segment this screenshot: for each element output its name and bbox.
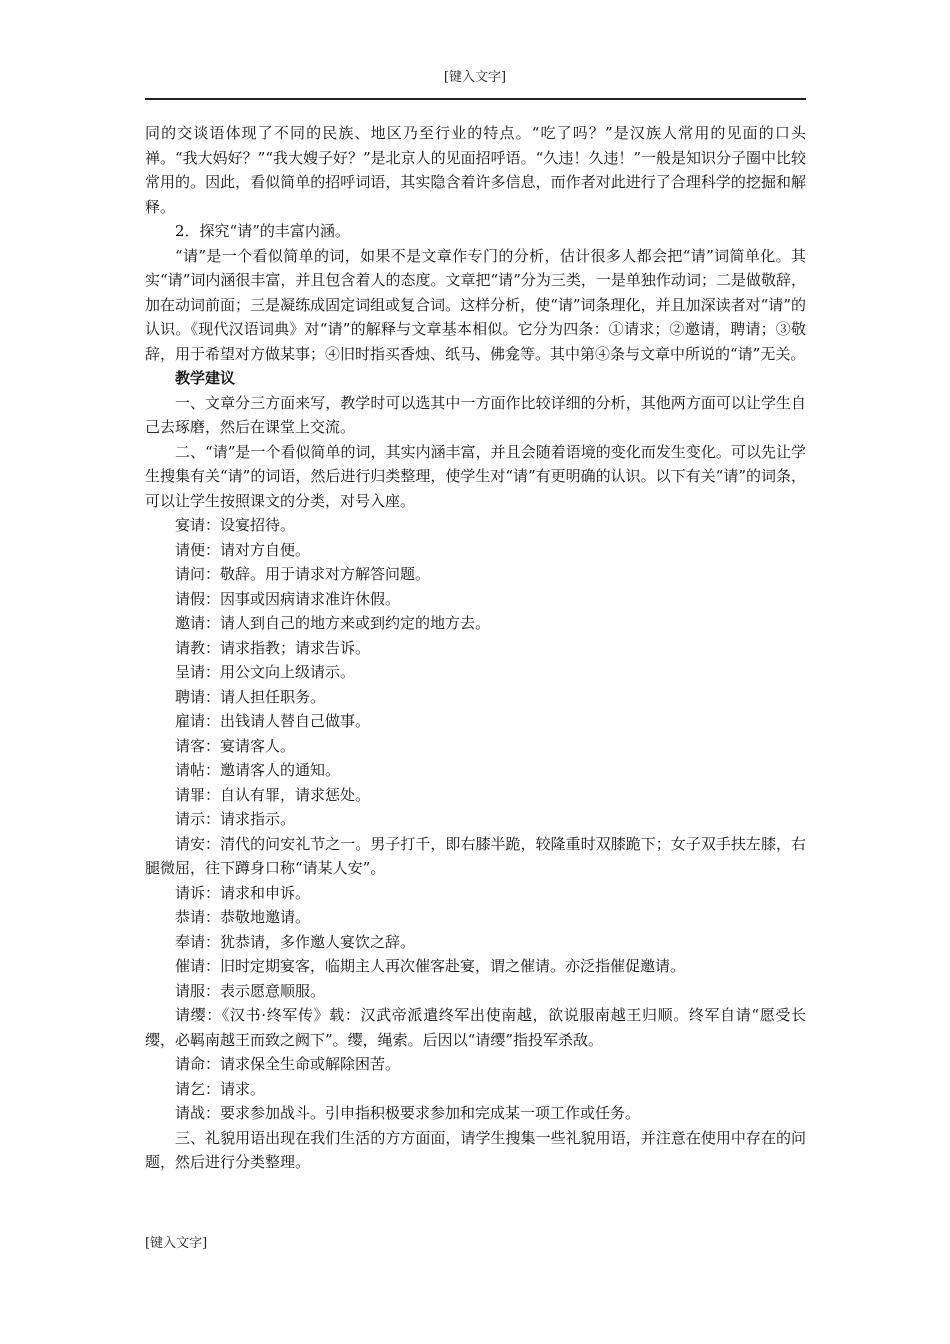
suggestion-1: 一、文章分三方面来写，教学时可以选其中一方面作比较详细的分析，其他两方面可以让学生自己去琢磨，然后在课堂上交流。 [145,393,806,436]
definition-item: 邀请：请人到自己的地方来或到约定的地方去。 [175,614,491,632]
definition-item: 请诉：请求和申诉。 [175,883,311,902]
definition-item: 请客：宴请客人。 [175,736,296,755]
section-heading-teaching: 教学建议 [175,369,236,387]
definition-item: 宴请：设宴招待。 [175,516,296,534]
definition-item: 催请：旧时定期宴客，临期主人再次催客赴宴，谓之催请。亦泛指催促邀请。 [175,957,686,975]
definition-item: 奉请：犹恭请，多作邀人宴饮之辞。 [175,932,416,951]
header-divider [145,98,806,100]
section-item-2: 2．探究“请”的丰富内涵。 [175,222,350,240]
definition-item: 请战：要求参加战斗。引申指积极要求参加和完成某一项工作或任务。 [175,1104,641,1122]
definition-item: 请教：请求指教；请求告诉。 [175,638,371,657]
definition-item: 雇请：出钱请人替自己做事。 [175,712,371,730]
page-footer: [键入文字] [145,1236,208,1251]
definition-item: 请便：请对方自便。 [175,540,311,559]
definition-list [145,513,806,1126]
definition-item: 请缨：《汉书·终军传》载：汉武帝派遣终军出使南越，欲说服南越王归顺。终军自请“愿受长缨，必羁南越王而致之阙下”。缨，绳索。后因以“请缨”指投军杀敌。 [145,1006,806,1049]
definition-item: 请问：敬辞。用于请求对方解答问题。 [175,565,431,583]
document-body [145,121,806,1175]
definition-item: 请乞：请求。 [175,1079,266,1098]
suggestion-2: 二、“请”是一个看似简单的词，其实内涵丰富，并且会随着语境的变化而发生变化。可以先让学生搜集有关“请”的词语，然后进行归类整理，使学生对“请”有更明确的认识。以下有关“请”的词条，可以让学生按照课文的分类，对号入座。 [145,442,807,510]
paragraph-qing-analysis: “请”是一个看似简单的词，如果不是文章作专门的分析，估计很多人都会把“请”词简单化。其实“请”词内涵很丰富，并且包含着人的态度。文章把“请”分为三类，一是单独作动词；二是做敬辞，加在动词前面；三是凝练成固定词组或复合词。这样分析，使“请”词条理化，并且加深读者对“请”的认识。《现代汉语词典》对“请”的解释与文章基本相似。它分为四条：①请求；②邀请，聘请；③敬辞，用于希望对方做某事；④旧时指买香烛、纸马、佛龛等。其中第④条与文章中所说的“请”无关。 [145,246,806,363]
definition-item: 聘请：请人担任职务。 [175,687,326,706]
definition-item: 请安：清代的问安礼节之一。男子打千，即右膝半跪，较隆重时双膝跪下；女子双手扶左膝，右腿微屈，往下蹲身口称“请某人安”。 [145,834,806,877]
definition-item: 请假：因事或因病请求准许休假。 [175,589,401,608]
definition-item: 请帖：邀请客人的通知。 [175,761,341,779]
definition-item: 请命：请求保全生命或解除困苦。 [175,1055,401,1073]
definition-item: 请罪：自认有罪，请求惩处。 [175,785,371,804]
definition-item: 恭请：恭敬地邀请。 [175,908,311,926]
page-header: [键入文字] [443,70,507,85]
suggestion-3: 三、礼貌用语出现在我们生活的方方面面，请学生搜集一些礼貌用语，并注意在使用中存在的问题，然后进行分类整理。 [145,1128,806,1171]
paragraph-greetings: 同的交谈语体现了不同的民族、地区乃至行业的特点。“吃了吗？”是汉族人常用的见面的口头禅。“我大妈好？”“我大嫂子好？”是北京人的见面招呼语。“久违！久违！”一般是知识分子圈中比较常用的。因此，看似简单的招呼词语，其实隐含着许多信息，而作者对此进行了合理科学的挖掘和解释。 [145,124,807,216]
definition-item: 请示：请求指示。 [175,810,296,828]
definition-item: 呈请：用公文向上级请示。 [175,663,356,681]
definition-item: 请服：表示愿意顺服。 [175,981,326,1000]
